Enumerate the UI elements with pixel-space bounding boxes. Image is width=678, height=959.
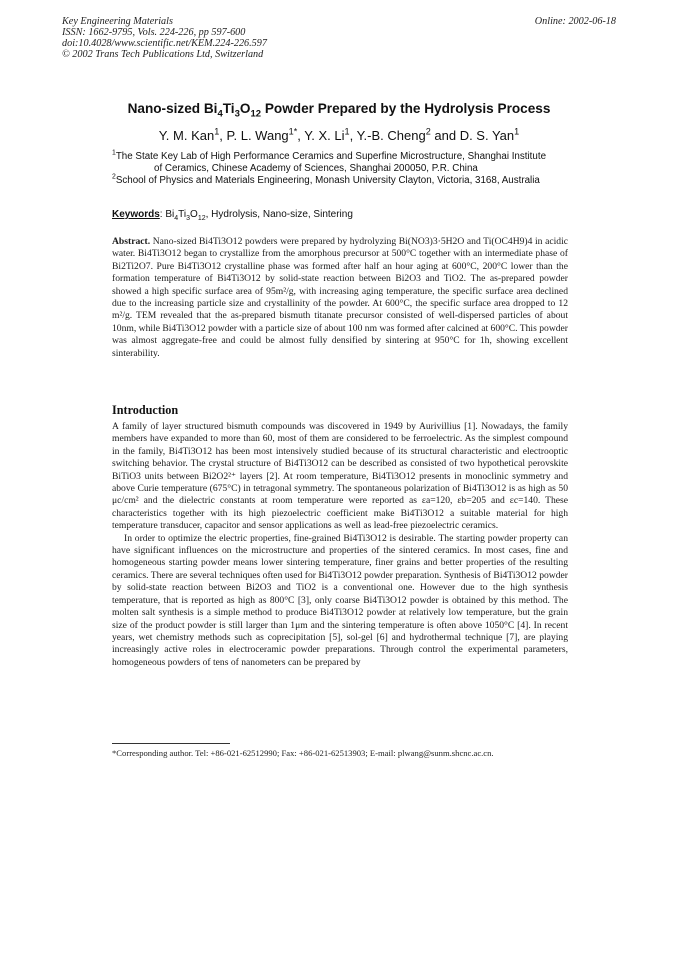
author-list: Y. M. Kan$^1$, P. L. Wang$^{1*}$, Y. X. Li$^1$, Y.-B. Cheng$^2$ and D. S. Yan$^1$ (158, 126, 520, 143)
intro-paragraph-2: In order to optimize the electric properties, fine-grained Bi4Ti3O12 is desirable. The starting powder property can have significant influences on the microstructure and properties of the sintered ceramics. In most cases, fine and homogeneous starting powder means lower sintering temperature, finer grains and better properties of the resulting ceramics. There are several techniques often used for Bi4Ti3O12 powder preparation. Synthesis of Bi4Ti3O12 powder by solid-state reaction between Bi2O3 and TiO2 is a conventional one. However due to the high synthesis temperature, that is reported as high as 800°C [3], only coarse Bi4Ti3O12 powder is obtained by this method. The molten salt synthesis is a simple method to produce Bi4Ti3O12 powder at relatively low temperature, but the grain size of the product powder is still larger than 1μm and the sintering temperature is often above 1050°C [4]. In recent years, wet chemistry methods such as coprecipitation [5], sol-gel [6] and hydrothermal technique [7], are playing increasingly active roles in electroceramic powder preparations. Through control the experimental parameters, homogeneous powders of tens of nanometers can be prepared by (112, 532, 568, 668)
introduction-heading: Introduction (112, 403, 179, 417)
abstract-label: Abstract. (112, 236, 151, 247)
affiliation-1: $^1$The State Key Lab of High Performance Ceramics and Superfine Microstructure, Shanghai Institute (112, 149, 547, 162)
keywords: Keywords: $Bi_4Ti_3O_{12}$, Hydrolysis, Nano-size, Sintering (112, 209, 353, 222)
author-name: Y. M. Kan (158, 128, 215, 143)
copyright-line: © 2002 Trans Tech Publications Ltd, Switzerland (62, 49, 264, 60)
affiliation-2: $^2$School of Physics and Materials Engineering, Monash University Clayton, Victoria, 3168, Australia (112, 173, 540, 186)
journal-header (62, 16, 267, 60)
journal-name: Key Engineering Materials (62, 16, 173, 27)
affiliations (112, 151, 592, 187)
abstract (112, 236, 568, 360)
author-name: Y.-B. Cheng (356, 128, 426, 143)
author-name: P. L. Wang (226, 128, 289, 143)
author-name: D. S. Yan (459, 128, 515, 143)
author-name: Y. X. Li (304, 128, 345, 143)
keywords-label: Keywords (112, 209, 160, 220)
paper-title: Nano-sized $Bi_4Ti_3O_{12}$ Powder Prepared by the Hydrolysis Process (127, 101, 551, 120)
footnote: *Corresponding author. Tel: +86-021-62512990; Fax: +86-021-62513903; E-mail: plwang@sunm.shcnc.ac.cn. (112, 748, 494, 758)
abstract-text: Nano-sized Bi4Ti3O12 powders were prepared by hydrolyzing Bi(NO3)3·5H2O and Ti(OC4H9)4 in acidic water. Bi4Ti3O12 began to crystallize from the amorphous precursor at 500°C together with an intermediate phase of Bi2Ti2O7. Pure Bi4Ti3O12 crystalline phase was formed after half an hour aging at 600°C, 200°C lower than the formation temperature of Bi4Ti3O12 by solid-state reaction between Bi2O3 and TiO2. The as-prepared powder showed a high specific surface area of 95m²/g, with increasing aging temperature, the specific surface area declined due to the increasing particle size and crystallinity of the powder. At 600°C, the specific surface area dropped to 12 m²/g. TEM revealed that the as-prepared bismuth titanate precursor consisted of well-dispersed particles of about 10nm, while Bi4Ti3O12 powder with a particle size of about 100 nm was formed after calcined at 600°C. This powder was almost aggregate-free and could be almost fully densified by sintering at 950°C for 1h, showing excellent sinterability. (112, 236, 568, 359)
doi-link[interactable]: doi:10.4028/www.scientific.net/KEM.224-226.597 (62, 38, 267, 49)
online-date: Online: 2002-06-18 (534, 16, 616, 27)
introduction-body (112, 421, 568, 669)
footnote-rule (112, 743, 230, 744)
intro-paragraph-1: A family of layer structured bismuth compounds was discovered in 1949 by Aurivillius [1]. Nowadays, the family members have expanded to more than 60, most of them are considered to be ferroelectric. As the simplest compound in the family, Bi4Ti3O12 has been most intensively studied because of its structural characteristic and electrooptic switching behavior. The crystal structure of Bi4Ti3O12 can be described as consisted of two hypothetical perovskite BiTiO3 units between Bi2O2²⁺ layers [2]. At room temperature, Bi4Ti3O12 presents in monoclinic symmetry and above Curie temperature (675°C) in tetragonal symmetry. The spontaneous polarization of Bi4Ti3O12 is as high as 50 μc/cm² and the dielectric constants at room temperature were reported as εa=120, εb=205 and εc=140. These characteristics together with its high piezoelectric coefficient make Bi4Ti3O12 a suitable material for high temperature transducer, capacitor and sensor applications as well as lead-free piezoelectric ceramics. (112, 421, 568, 532)
affiliation-1-cont: of Ceramics, Chinese Academy of Sciences, Shanghai 200050, P.R. China (154, 163, 478, 174)
issn-line: ISSN: 1662-9795, Vols. 224-226, pp 597-600 (62, 27, 246, 38)
